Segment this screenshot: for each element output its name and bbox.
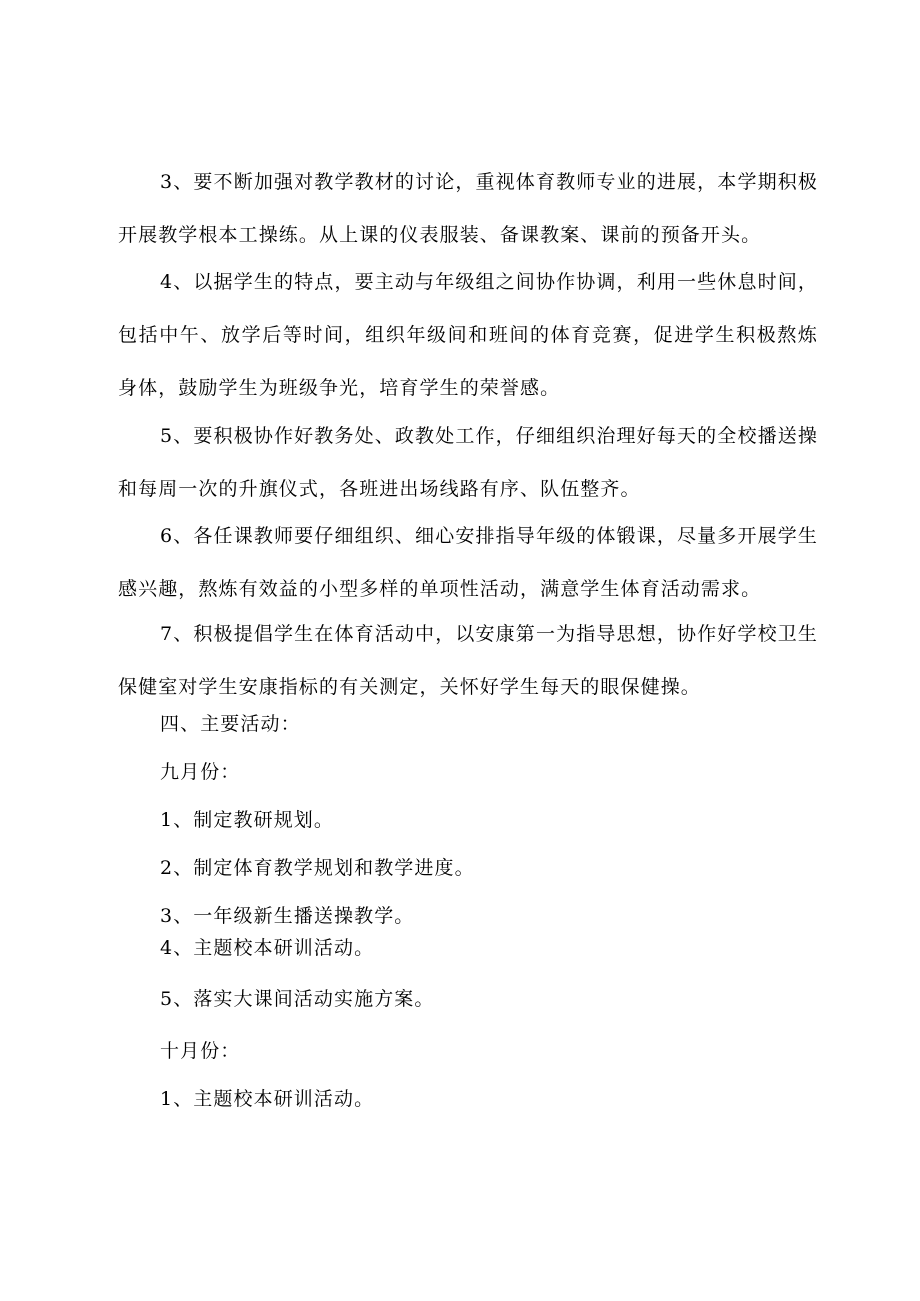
month-label-october: 十月份： bbox=[160, 1040, 241, 1062]
list-item: 2、制定体育教学规划和教学进度。 bbox=[160, 857, 475, 879]
list-item: 3、一年级新生播送操教学。 bbox=[160, 905, 415, 927]
list-item: 4、主题校本研训活动。 bbox=[160, 937, 375, 959]
paragraph-item-6: 6、各任课教师要仔细组织、细心安排指导年级的体锻课，尽量多开展学生感兴趣，熬炼有效益的小型多样的单项性活动，满意学生体育活动需求。 bbox=[118, 525, 818, 600]
list-item: 5、落实大课间活动实施方案。 bbox=[160, 988, 435, 1010]
month-label-september: 九月份： bbox=[160, 761, 241, 783]
list-item: 1、制定教研规划。 bbox=[160, 809, 334, 831]
paragraph-item-3: 3、要不断加强对教学教材的讨论，重视体育教师专业的进展，本学期积极开展教学根本工操练。从上课的仪表服装、备课教案、课前的预备开头。 bbox=[118, 171, 818, 246]
paragraph-item-5: 5、要积极协作好教务处、政教处工作，仔细组织治理好每天的全校播送操和每周一次的升旗仪式，各班进出场线路有序、队伍整齐。 bbox=[118, 425, 818, 500]
list-item: 1、主题校本研训活动。 bbox=[160, 1088, 375, 1110]
paragraph-item-7: 7、积极提倡学生在体育活动中，以安康第一为指导思想，协作好学校卫生保健室对学生安康指标的有关测定，关怀好学生每天的眼保健操。 bbox=[118, 623, 818, 698]
section-heading: 四、主要活动： bbox=[160, 713, 301, 735]
paragraph-item-4: 4、以据学生的特点，要主动与年级组之间协作协调，利用一些休息时间，包括中午、放学后等时间，组织年级间和班间的体育竞赛，促进学生积极熬炼身体，鼓励学生为班级争光，培育学生的荣誉感。 bbox=[118, 271, 818, 399]
